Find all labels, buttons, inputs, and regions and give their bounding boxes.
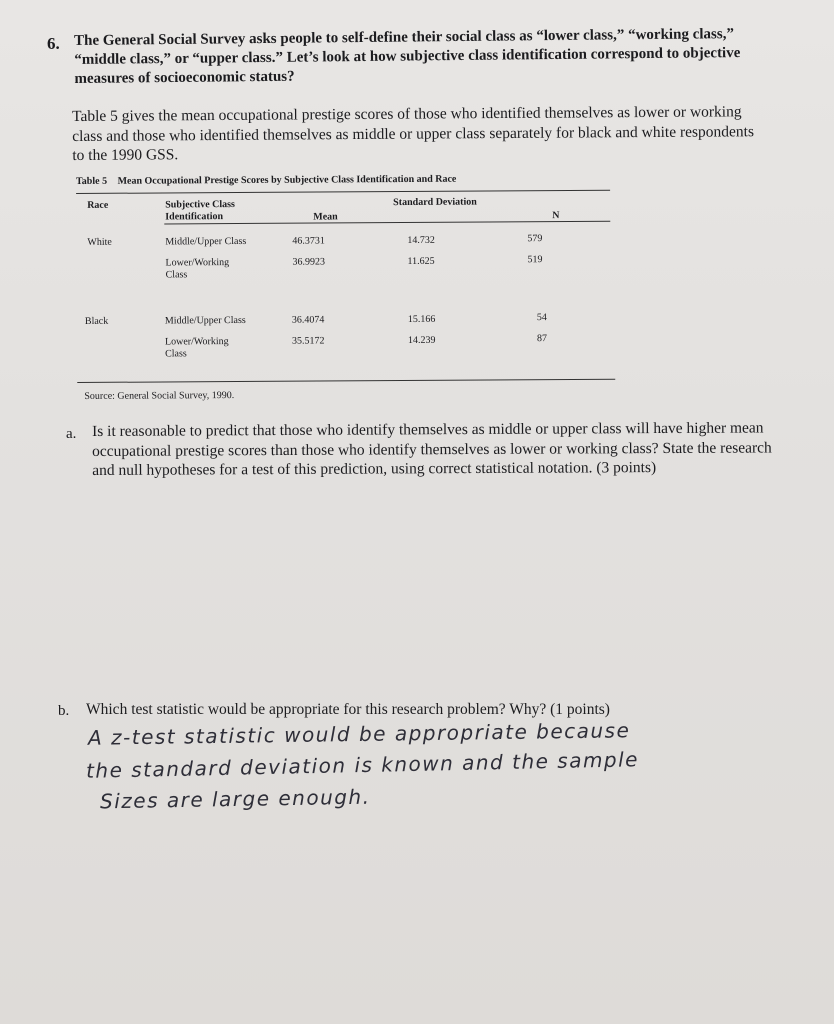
cell-sd: 15.166	[407, 313, 436, 325]
cell-sd: 11.625	[407, 255, 435, 267]
cell-sd: 14.732	[407, 234, 435, 246]
cell-n: 87	[536, 333, 548, 345]
header-subjective-class: Subjective Class Identification	[165, 199, 235, 223]
handwritten-answer-line: A z-test statistic would be appropriate because	[87, 718, 631, 750]
cell-class: Lower/Working Class	[165, 257, 230, 281]
cell-n: 579	[527, 233, 543, 245]
handwritten-answer-line: the standard deviation is known and the sample	[85, 747, 640, 783]
cell-class: Middle/Upper Class	[164, 314, 246, 327]
table-label: Table 5	[76, 175, 108, 187]
cell-mean: 36.9923	[292, 256, 326, 268]
question-text: The General Social Survey asks people to self-define their social class as “lower class,” “working class,” “middle class,” or “upper class.” Let’s look at how subjective class identification correspond to objective measures of socioeconomic status?	[74, 26, 741, 87]
table-title: Mean Occupational Prestige Scores by Subjective Class Identification and Race	[117, 173, 457, 187]
part-b-text: Which test statistic would be appropriate for this research problem? Why? (1 points)	[86, 701, 610, 718]
header-n: N	[552, 210, 560, 222]
cell-race: Black	[84, 315, 109, 327]
part-a-text: Is it reasonable to predict that those who identify themselves as middle or upper class will have higher mean occupational prestige scores than those who identify themselves as lower or working class? State the research and null hypotheses for a test of this prediction, using correct statistical notation. (3 points)	[92, 419, 772, 479]
table-source: Source: General Social Survey, 1990.	[84, 390, 235, 402]
cell-mean: 36.4074	[291, 314, 325, 326]
table-bottom-rule	[77, 379, 615, 383]
cell-mean: 46.3731	[292, 235, 325, 247]
cell-mean: 35.5172	[291, 335, 325, 347]
prestige-table	[76, 173, 616, 402]
cell-sd: 14.239	[407, 334, 436, 346]
handwritten-answer-line: Sizes are large enough.	[99, 784, 371, 814]
header-mean: Mean	[313, 211, 338, 223]
cell-n: 519	[527, 254, 543, 266]
cell-class: Middle/Upper Class	[165, 235, 247, 248]
table-top-rule	[76, 190, 610, 194]
cell-race: White	[87, 236, 112, 248]
table-intro-text: Table 5 gives the mean occupational prestige scores of those who identified themselves as lower or working class and those who identified themselves as middle or upper class separately for black and white respondents to the 1990 GSS.	[72, 103, 755, 164]
table-caption	[76, 173, 616, 187]
header-race: Race	[87, 199, 109, 211]
question-number: 6.	[47, 34, 60, 53]
cell-class: Lower/Working Class	[164, 336, 229, 360]
part-b-letter: b.	[58, 703, 70, 719]
cell-n: 54	[536, 312, 547, 324]
part-a-letter: a.	[66, 426, 77, 442]
header-std-dev: Standard Deviation	[393, 196, 477, 209]
